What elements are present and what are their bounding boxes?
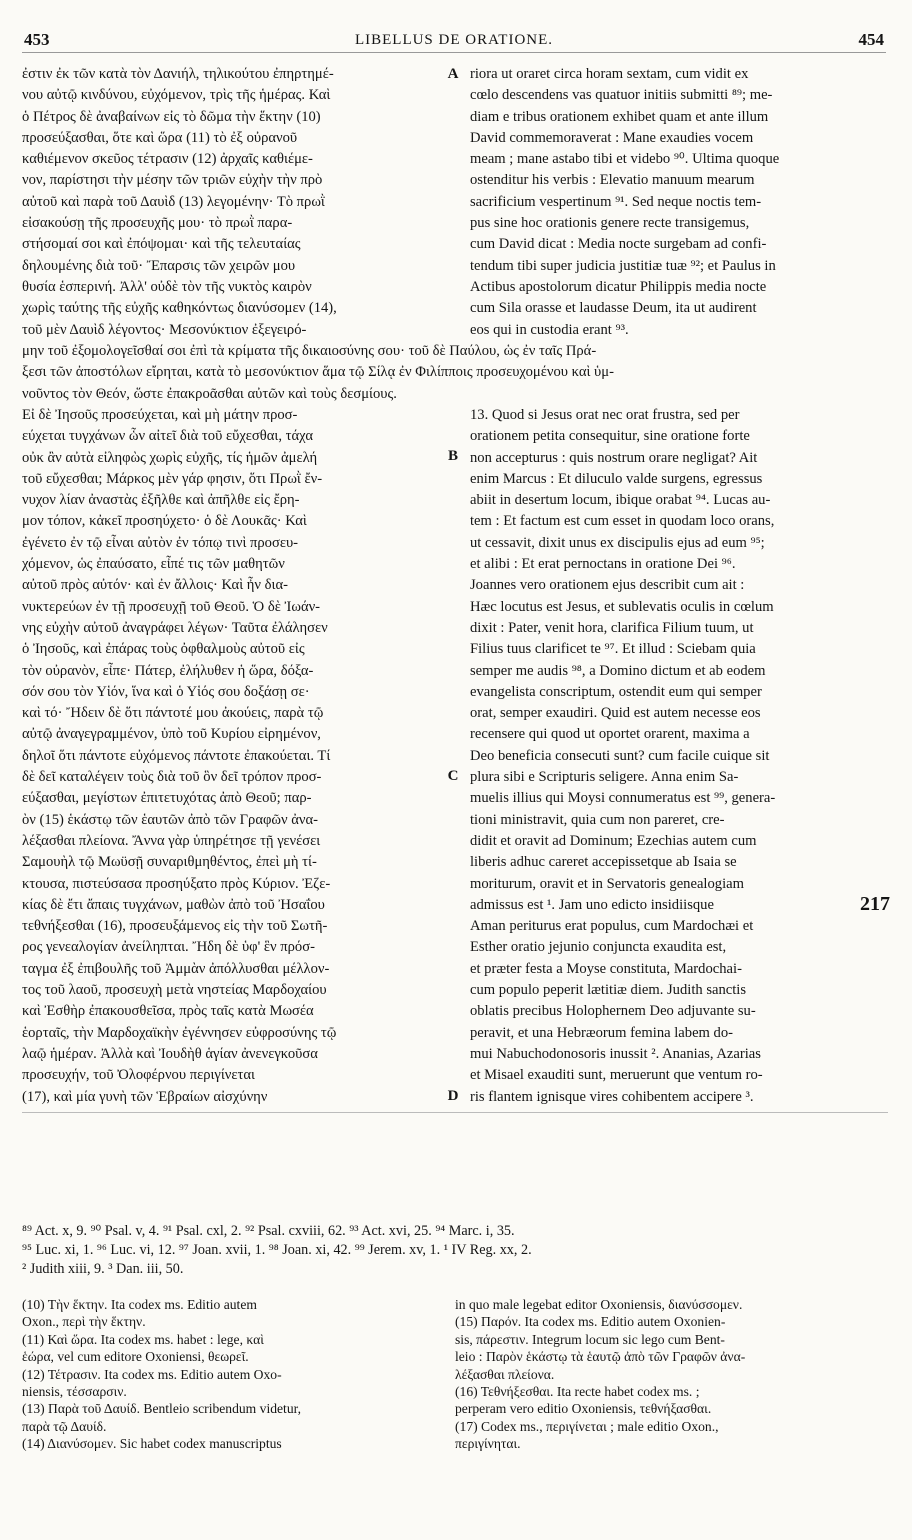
latin-text-line: non accepturus : quis nostrum orare negligat? Ait — [470, 449, 758, 466]
latin-text-line: ris flantem ignisque vires cohibentem accipere ³. — [470, 1088, 754, 1105]
greek-text-line: νυκτερεύων ἐν τῇ προσευχῇ τοῦ Θεοῦ. Ὁ δὲ Ἰωάν- — [22, 598, 321, 615]
running-title: LIBELLUS DE ORATIONE. — [354, 32, 554, 48]
latin-text-line: ut cessavit, dixit unus ex discipulis ejus ad eum ⁹⁵; — [470, 534, 765, 551]
critical-note-line: (15) Παρόν. Ita codex ms. Editio autem Oxonien- — [455, 1314, 726, 1330]
latin-text-line: Actibus apostolorum dicatur Philippis media nocte — [470, 278, 767, 295]
critical-note-line: perperam vero editio Oxoniensis, τεθνήξασθαι. — [455, 1401, 712, 1417]
scripture-reference-line: ⁸⁹ Act. x, 9. ⁹⁰ Psal. v, 4. ⁹¹ Psal. cxl, 2. ⁹² Psal. cxviii, 62. ⁹³ Act. xvi, 25. ⁹⁴ Marc. i, 35. — [22, 1223, 515, 1239]
scripture-reference-line: ⁹⁵ Luc. xi, 1. ⁹⁶ Luc. vi, 12. ⁹⁷ Joan. xvii, 1. ⁹⁸ Joan. xi, 42. ⁹⁹ Jerem. xv, 1. ¹ IV Reg. xx, 2. — [22, 1242, 532, 1258]
latin-text-line: peravit, et una Hebræorum femina labem do- — [470, 1024, 734, 1041]
margin-letter-c: C — [447, 768, 459, 784]
greek-text-line: αὐτοῦ καὶ παρὰ τοῦ Δαυὶδ (13) λεγομένην· Τὸ πρωῒ — [22, 193, 325, 210]
latin-text-line: cum populo peperit lætitiæ diem. Judith sanctis — [470, 982, 747, 999]
greek-text-line: ἐγένετο ἐν τῷ εἶναι αὐτὸν ἐν τόπῳ τινὶ προσευ- — [22, 534, 299, 551]
greek-text-line: σόν σου τὸν Υἱόν, ἵνα καὶ ὁ Υἱός σου δοξάσῃ σε· — [22, 683, 310, 700]
critical-note-line: (14) Διανύσομεν. Sic habet codex manuscriptus — [22, 1436, 282, 1452]
greek-text-line: τοῦ εὔχεσθαι; Μάρκος μὲν γάρ φησιν, ὅτι Πρωῒ ἔν- — [22, 470, 323, 487]
critical-note-line: παρὰ τῷ Δαυίδ. — [22, 1418, 107, 1434]
critical-note-line: (16) Τεθνήξεσθαι. Ita recte habet codex ms. ; — [455, 1383, 700, 1399]
greek-text-line: ἑορταῖς, τὴν Μαρδοχαϊκὴν ἐγέννησεν εὐφροσύνης τῷ — [22, 1024, 337, 1041]
greek-text-line: χόμενον, ὡς ἐπαύσατο, εἶπέ τις τῶν μαθητῶν — [22, 556, 285, 573]
greek-text-line: Εἰ δὲ Ἰησοῦς προσεύχεται, καὶ μὴ μάτην προσ- — [22, 407, 298, 423]
latin-text-line: eos qui in custodia erant ⁹³. — [470, 321, 629, 338]
greek-text-line: τὸν οὐρανὸν, εἶπε· Πάτερ, ἐλήλυθεν ἡ ὥρα, δόξα- — [22, 662, 314, 679]
greek-text-line: αὐτοῦ πρὸς αὐτόν· καὶ ἐν ἄλλοις· Καὶ ἦν δια- — [22, 577, 288, 594]
latin-text-line: cum Sila orasse et laudasse Deum, ita ut audirent — [470, 300, 757, 317]
greek-text-line: προσεύξασθαι, ὅτε καὶ ὥρα (11) τὸ ἐξ οὐρανοῦ — [22, 129, 298, 146]
greek-text-line: ὁ Ἰησοῦς, καὶ ἐπάρας τοὺς ὀφθαλμοὺς αὐτοῦ εἰς — [22, 641, 305, 658]
latin-text-line: liberis adhuc careret accepissetque ab Isaia se — [470, 854, 737, 871]
latin-text-line: orat, semper exaudiri. Quid est autem necesse eos — [470, 705, 761, 722]
greek-text-line: (17), καὶ μία γυνὴ τῶν Ἑβραίων αἰσχύνην — [22, 1088, 268, 1105]
latin-text-line: Deo beneficia consecuti sunt? cum facile cuique sit — [470, 747, 770, 764]
greek-text-line: ἐστιν ἐκ τῶν κατὰ τὸν Δανιήλ, τηλικούτου ἐπηρτημέ- — [22, 66, 334, 82]
greek-text-line: χωρὶς ταύτης τῆς εὐχῆς καθηκόντως διανύσομεν (14), — [22, 300, 337, 317]
latin-text-line: 13. Quod si Jesus orat nec orat frustra, sed per — [470, 407, 740, 423]
greek-text-line: δηλουμένης διὰ τοῦ· Ἔπαρσις τῶν χειρῶν μου — [22, 257, 296, 274]
greek-text-line: νον, παρίστησι τὴν μέσην τῶν τριῶν εὐχὴν τὴν πρὸ — [22, 172, 323, 189]
greek-text-line: νου αὐτῷ κινδύνου, εὐχόμενον, τρὶς τῆς ἡμέρας. Καὶ — [22, 87, 331, 104]
latin-text-line: moriturum, oravit et in Servatoris genealogiam — [470, 875, 744, 892]
greek-text-line: ξεσι τῶν ἀποστόλων εἴρηται, κατὰ τὸ μεσονύκτιον ἅμα τῷ Σίλᾳ ἐν Φιλίπποις προσευχομένου καὶ ὑμ- — [22, 364, 614, 381]
latin-text-line: Hæc locutus est Jesus, et sublevatis oculis in cœlum — [470, 598, 774, 615]
critical-note-line: leio : Παρὸν ἑκάστῳ τὰ ἑαυτῷ ἀπὸ τῶν Γραφῶν ἀνα- — [455, 1349, 746, 1365]
greek-text-line: θυσία ἑσπερινή. Ἀλλ' οὐδὲ τὸν τῆς νυκτὸς καιρὸν — [22, 278, 312, 295]
greek-text-line: δηλοῖ ὅτι πάντοτε εὐχόμενος πάντοτε ἐπακούεται. Τί — [22, 747, 331, 764]
latin-text-line: cum David dicat : Media nocte surgebam ad confi- — [470, 236, 767, 253]
greek-column-bottom — [22, 405, 438, 1108]
latin-text-line: didit et oravit ad Dominum; Ezechias autem cum — [470, 832, 757, 849]
footnote-rule — [22, 1112, 888, 1113]
latin-text-line: orationem petita consequitur, sine oratione forte — [470, 428, 750, 445]
greek-column-top — [22, 64, 438, 341]
latin-text-line: pus sine hoc orationis genere recte transigemus, — [470, 215, 750, 232]
latin-text-line: abiit in desertum locum, ibique orabat ⁹⁴. Lucas au- — [470, 492, 771, 509]
critical-note-line: sis, πάρεστιν. Integrum locum sic lego cum Bent- — [455, 1331, 725, 1347]
latin-text-line: Filius tuus clarificet te ⁹⁷. Et illud : Sciebam quia — [470, 641, 756, 658]
greek-text-line: τεθνήξεσθαι (16), προσευξάμενος εἰς τὴν τοῦ Σωτῆ- — [22, 918, 328, 935]
greek-text-line: εύχεται τυγχάνων ὧν αἰτεῖ διὰ τοῦ εὔχεσθαι, τάχα — [22, 428, 313, 445]
greek-text-line: νοῦντος τὸν Θεόν, ὥστε ἐπακροᾶσθαι αὐτῶν καὶ τοὺς δεσμίους. — [22, 385, 397, 402]
latin-text-line: admissus est ¹. Jam uno edicto insidiisque — [470, 896, 714, 913]
greek-text-line: ὁ Πέτρος δὲ ἀναβαίνων εἰς τὸ δῶμα τὴν ἕκτην (10) — [22, 108, 321, 125]
latin-text-line: Aman periturus erat populus, cum Mardochæi et — [470, 918, 754, 935]
greek-text-line: εύξασθαι, μεγίστων ἐπιτετυχότας ἀπὸ Θεοῦ; παρ- — [22, 790, 312, 807]
latin-text-line: recensere qui quod ut oportet orarent, maxima a — [470, 726, 750, 743]
greek-text-line: τος τοῦ λαοῦ, προσευχὴ μετὰ νηστείας Μαρδοχαίου — [22, 982, 327, 999]
greek-text-line: νης εὐχὴν αὐτοῦ ἀναγράφει λέγων· Ταῦτα ἐλάλησεν — [22, 619, 328, 636]
column-number: 217 — [860, 893, 890, 915]
page-number-left: 453 — [24, 30, 50, 49]
greek-text-line: αὐτῷ ἀναγεγραμμένον, ὑπὸ τοῦ Κυρίου εἰρημένον, — [22, 726, 321, 743]
latin-text-line: dixit : Pater, venit hora, clarifica Filium tuum, ut — [470, 619, 754, 636]
greek-text-line: οὐκ ἂν αὐτὰ εἰληφὼς χωρὶς εὐχῆς, τίς ἡμῶν ἀμελή — [22, 449, 318, 466]
critical-notes-left — [22, 1296, 442, 1453]
latin-text-line: oblatis precibus Holophernem Deo adjuvante su- — [470, 1003, 756, 1020]
latin-text-line: Joannes vero orationem ejus describit cum ait : — [470, 577, 745, 594]
critical-note-line: (13) Παρὰ τοῦ Δαυίδ. Bentleio scribendum videtur, — [22, 1401, 302, 1417]
latin-text-line: et præter festa a Moyse constituta, Mardochai- — [470, 960, 742, 977]
latin-column-top — [470, 64, 888, 341]
latin-text-line: plura sibi e Scripturis seligere. Anna enim Sa- — [470, 769, 739, 786]
latin-text-line: ostenditur his verbis : Elevatio manuum mearum — [470, 172, 755, 189]
greek-text-line: Σαμουὴλ τῷ Μωϋσῇ συναριθμηθέντος, ἐπεὶ μὴ τί- — [22, 854, 317, 871]
greek-text-line: μην τοῦ ἐξομολογεῖσθαί σοι ἐπὶ τὰ κρίματα τῆς δικαιοσύνης σου· τοῦ δὲ Παύλου, ὡς ἐν ταῖς Πρά- — [22, 343, 597, 359]
latin-text-line: sacrificium vespertinum ⁹¹. Sed neque noctis tem- — [470, 193, 762, 210]
greek-text-line: νυχον λίαν ἀναστὰς ἐξῆλθε καὶ ἀπῆλθε εἰς ἔρη- — [22, 492, 300, 509]
greek-text-line: ὸν (15) ἑκάστῳ τῶν ἑαυτῶν ἀπὸ τῶν Γραφῶν ἀνα- — [22, 811, 318, 828]
latin-text-line: cœlo descendens vas quatuor initiis submitti ⁸⁹; me- — [470, 87, 773, 104]
critical-note-line: (11) Καὶ ὥρα. Ita codex ms. habet : lege, καὶ — [22, 1331, 264, 1347]
margin-letter-a: A — [447, 66, 459, 82]
greek-text-line: κτουσα, πιστεύσασα προσηύξατο πρὸς Κύριον. Ἐζε- — [22, 875, 331, 892]
greek-text-line: προσευχήν, τοῦ Ὀλοφέρνου περιγίνεται — [22, 1067, 255, 1084]
greek-text-line: εἰσακούσῃ τῆς προσευχῆς μου· τὸ πρωῒ παρα- — [22, 215, 293, 232]
margin-letter-b: B — [447, 448, 458, 464]
page-number-right: 454 — [858, 30, 884, 49]
greek-text-line: λαῷ ἡμέραν. Ἀλλὰ καὶ Ἰουδὴθ ἁγίαν ἀνενεγκοῦσα — [22, 1045, 318, 1062]
critical-note-line: Oxon., περὶ τὴν ἕκτην. — [22, 1314, 146, 1330]
latin-text-line: riora ut oraret circa horam sextam, cum vidit ex — [470, 66, 749, 82]
latin-text-line: et alibi : Et erat pernoctans in oratione Dei ⁹⁶. — [470, 556, 736, 573]
latin-text-line: enim Marcus : Et diluculo valde surgens, egressus — [470, 470, 763, 487]
page-header — [22, 26, 886, 53]
latin-text-line: muelis illius qui Moysi connumeratus est ⁹⁹, genera- — [470, 790, 776, 807]
greek-text-line: ταγμα ἐξ ἐπιβουλῆς τοῦ Ἀμμὰν ἀπόλλυσθαι μέλλον- — [22, 960, 330, 977]
latin-text-line: Esther oratio jejunio conjuncta exaudita est, — [470, 939, 727, 956]
latin-text-line: mui Nabuchodonosoris inussit ². Ananias, Azarias — [470, 1045, 761, 1062]
scripture-references — [22, 1222, 888, 1279]
greek-text-line: ρος γενεαλογίαν ἀνείληπται. Ἤδη δὲ ὑφ' ἓν πρόσ- — [22, 939, 315, 956]
greek-text-line: τοῦ μὲν Δαυὶδ λέγοντος· Μεσονύκτιον ἐξεγειρό- — [22, 321, 307, 338]
critical-notes-right — [455, 1296, 888, 1453]
greek-text-line: καθιέμενον σκεῦος τέτρασιν (12) ἀρχαῖς καθιέμε- — [22, 151, 313, 168]
latin-text-line: diam e tribus orationem exhibet quam et ante illum — [470, 108, 769, 125]
latin-text-line: evangelista conscriptum, ostendit eum qui semper — [470, 683, 762, 700]
latin-text-line: et Misael exauditi sunt, meruerunt que ventum ro- — [470, 1067, 763, 1084]
critical-note-line: niensis, τέσσαρσιν. — [22, 1383, 127, 1399]
critical-note-line: (10) Τὴν ἕκτην. Ita codex ms. Editio autem — [22, 1297, 257, 1312]
critical-note-line: in quo male legebat editor Oxoniensis, διανύσσομεν. — [455, 1297, 743, 1312]
greek-text-line: δὲ δεῖ καταλέγειν τοὺς διὰ τοῦ ὃν δεῖ τρόπον προσ- — [22, 769, 322, 786]
greek-text-line: καὶ Ἐσθὴρ ἐπακουσθεῖσα, πρὸς ταῖς κατὰ Μωσέα — [22, 1003, 314, 1020]
latin-text-line: tioni ministravit, quia cum non pareret, cre- — [470, 811, 725, 828]
greek-text-line: καὶ τό· Ἤδειν δὲ ὅτι πάντοτέ μου ἀκούεις, παρὰ τῷ — [22, 705, 324, 722]
critical-note-line: λέξασθαι πλείονα. — [455, 1366, 555, 1382]
latin-text-line: tendum tibi super judicia justitiæ tuæ ⁹²; et Paulus in — [470, 257, 776, 274]
latin-text-line: David commemoraverat : Mane exaudies vocem — [470, 129, 754, 146]
latin-text-line: semper me audis ⁹⁸, a Domino dictum et ab eodem — [470, 662, 766, 679]
latin-column-bottom — [470, 405, 888, 1108]
critical-note-line: (12) Τέτρασιν. Ita codex ms. Editio autem Oxo- — [22, 1366, 282, 1382]
critical-note-line: (17) Codex ms., περιγίνεται ; male editio Oxon., — [455, 1418, 719, 1434]
full-width-text — [22, 341, 888, 405]
margin-letter-d: D — [447, 1088, 459, 1104]
critical-note-line: περιγίνηται. — [455, 1436, 521, 1452]
greek-text-line: λέξασθαι πλείονα. Ἄννα γὰρ ὑπηρέτησε τῇ γενέσει — [22, 832, 321, 849]
greek-text-line: κίας δὲ ἔτι ἄπαις τυγχάνων, μαθὼν ἀπὸ τοῦ Ἠσαΐου — [22, 896, 325, 913]
scripture-reference-line: ² Judith xiii, 9. ³ Dan. iii, 50. — [22, 1261, 184, 1277]
critical-note-line: ἑώρα, vel cum editore Oxoniensi, θεωρεῖ. — [22, 1349, 249, 1365]
greek-text-line: στήσομαί σοι καὶ ἐπόψομαι· καὶ τῆς τελευταίας — [22, 236, 301, 253]
latin-text-line: tem : Et factum est cum esset in quodam loco orans, — [470, 513, 775, 530]
greek-text-line: μον τόπον, κἀκεῖ προσηύχετο· ὁ δὲ Λουκᾶς· Καὶ — [22, 513, 307, 530]
latin-text-line: meam ; mane astabo tibi et videbo ⁹⁰. Ultima quoque — [470, 151, 780, 168]
